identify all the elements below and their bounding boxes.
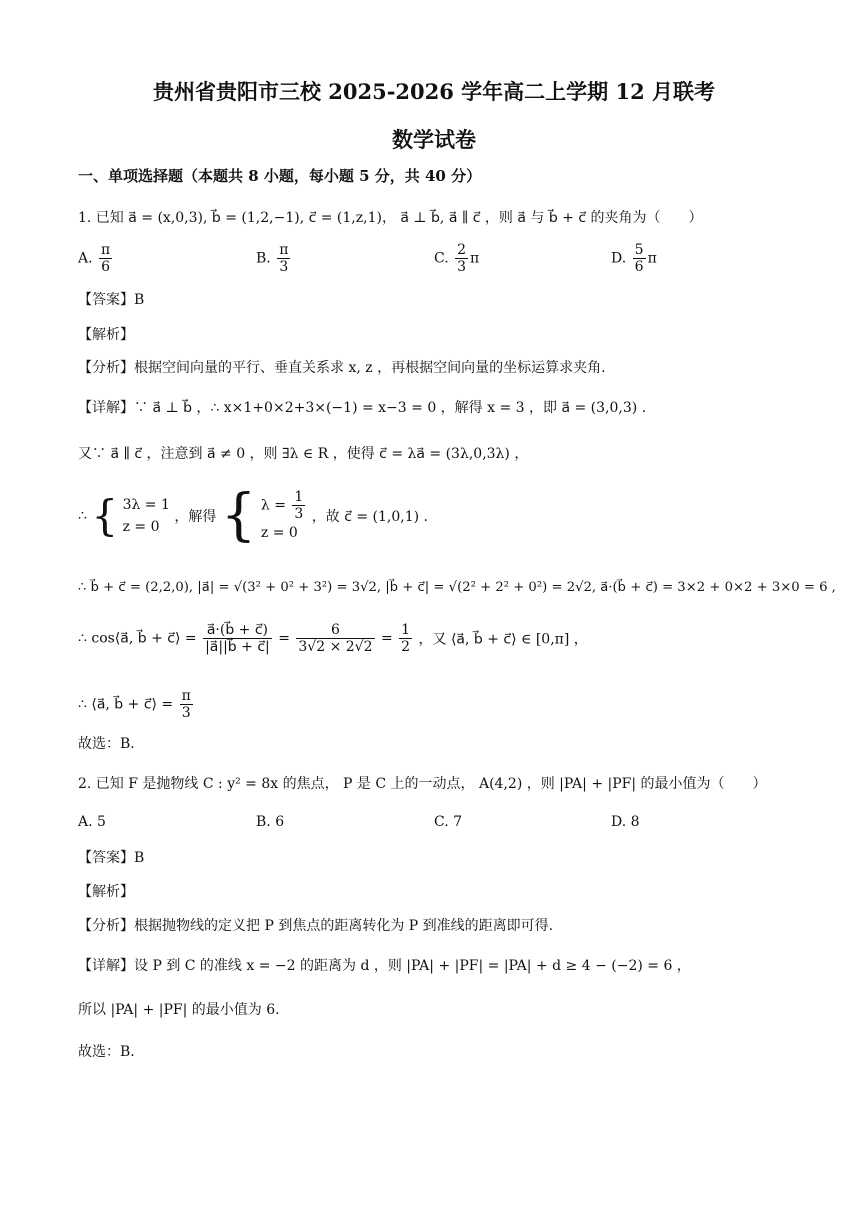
q2-detail-1: 【详解】设 P 到 C 的准线 x = −2 的距离为 d ，则 |PA| + |PF| = |PA| + d ≥ 4 − (−2) = 6 ， <box>78 958 691 974</box>
denominator: 3 <box>279 259 289 275</box>
fraction <box>180 688 193 721</box>
denominator: |a⃗||b⃗ + c⃗| <box>205 639 270 655</box>
q1-cosine-line <box>78 622 588 655</box>
q2-answer: 【答案】B <box>78 850 145 866</box>
q2-choose: 故选：B. <box>78 1044 135 1060</box>
conclusion-text: ，故 c⃗ = (1,0,1) . <box>311 509 429 525</box>
q2-analysis-heading: 【解析】 <box>78 884 134 900</box>
numerator: a⃗·(b⃗ + c⃗) <box>203 622 272 639</box>
equals-sign: = <box>380 630 393 647</box>
denominator: 6 <box>101 259 111 275</box>
angle-head: ∴ ⟨a⃗, b⃗ + c⃗⟩ = <box>78 696 174 713</box>
equation-system-2 <box>261 489 307 544</box>
equals-sign: = <box>278 630 290 647</box>
numerator: 1 <box>294 488 304 505</box>
fraction <box>399 622 412 655</box>
denominator: 3 <box>457 259 467 275</box>
section-heading: 一、单项选择题（本题共 8 小题，每小题 5 分，共 40 分） <box>78 167 482 185</box>
exam-subtitle: 数学试卷 <box>392 127 476 152</box>
numerator: 1 <box>401 622 411 638</box>
equation: z = 0 <box>122 519 160 535</box>
q1-choose: 故选：B. <box>78 736 135 752</box>
q1-angle-line <box>78 688 195 721</box>
numerator: 6 <box>296 622 374 639</box>
exam-title: 贵州省贵阳市三校 2025-2026 学年高二上学期 12 月联考 <box>152 79 716 104</box>
option-tail: π <box>470 250 480 267</box>
equation: 3λ = 1 <box>122 497 170 513</box>
therefore-symbol: ∴ <box>78 508 87 524</box>
denominator: 2 <box>401 639 411 655</box>
q1-stem: 1. 已知 a⃗ = (x,0,3), b⃗ = (1,2,−1), c⃗ = (1,z,1)， a⃗ ⊥ b⃗, a⃗ ∥ c⃗ ，则 a⃗ 与 b⃗ + c⃗ 的夹角为（ ） <box>78 210 703 226</box>
fraction <box>292 489 305 522</box>
numerator: π <box>101 242 111 258</box>
lambda-label: λ = <box>260 497 286 513</box>
denominator: 6 <box>634 259 644 275</box>
option-label: B. <box>256 250 271 267</box>
q2-option-d: D. 8 <box>611 814 640 830</box>
q1-option-d <box>611 242 657 275</box>
brace: { <box>91 491 119 540</box>
q1-answer: 【答案】B <box>78 292 145 308</box>
cos-head: ∴ cos⟨a⃗, b⃗ + c⃗⟩ = <box>78 630 197 647</box>
cos-tail: ，又 ⟨a⃗, b⃗ + c⃗⟩ ∈ [0,π] ， <box>418 631 588 648</box>
denominator: 3 <box>294 505 304 522</box>
q1-detail-2: 又∵ a⃗ ∥ c⃗ ，注意到 a⃗ ≠ 0 ，则 ∃λ ∈ R ，使得 c⃗ = λa⃗ = (3λ,0,3λ) ， <box>78 446 529 462</box>
q1-option-c <box>434 242 479 275</box>
option-label: C. <box>434 250 449 267</box>
solve-text: ，解得 <box>174 509 217 525</box>
equation: z = 0 <box>260 524 298 541</box>
option-label: A. <box>78 250 93 267</box>
q1-option-b <box>256 242 292 275</box>
fraction <box>633 242 646 275</box>
q1-option-a <box>78 242 114 275</box>
numerator: 2 <box>457 242 467 258</box>
q2-analysis: 【分析】根据抛物线的定义把 P 到焦点的距离转化为 P 到准线的距离即可得. <box>78 918 554 934</box>
q2-option-b: B. 6 <box>256 814 285 830</box>
q1-analysis-heading: 【解析】 <box>78 327 134 343</box>
q2-stem: 2. 已知 F 是抛物线 C : y² = 8x 的焦点， P 是 C 上的一动点， A(4,2) ，则 |PA| + |PF| 的最小值为（ ） <box>78 776 767 792</box>
q1-system-line <box>78 483 429 548</box>
fraction <box>99 242 112 275</box>
q1-analysis: 【分析】根据空间向量的平行、垂直关系求 x, z ，再根据空间向量的坐标运算求夹角. <box>78 360 606 376</box>
equation <box>261 489 307 522</box>
numerator: 5 <box>634 242 644 258</box>
equation-system-1 <box>123 494 170 538</box>
fraction <box>296 622 374 655</box>
option-label: D. <box>611 250 627 267</box>
numerator: π <box>279 242 289 258</box>
denominator: 3 <box>181 705 191 721</box>
brace: { <box>220 483 257 548</box>
q1-detail-1: 【详解】∵ a⃗ ⊥ b⃗ ，∴ x×1+0×2+3×(−1) = x−3 = 0 ，解得 x = 3 ，即 a⃗ = (3,0,3) . <box>78 400 647 416</box>
fraction <box>203 622 272 655</box>
q1-detail-3: ∴ b⃗ + c⃗ = (2,2,0), |a⃗| = √(3² + 0² + 3²) = 3√2, |b⃗ + c⃗| = √(2² + 2² + 0²) = 2√2, a⃗·(b⃗ + c⃗) = 3×2 + 0×2 + 3×0 = 6 , <box>78 580 836 595</box>
option-tail: π <box>647 250 657 267</box>
q2-option-a: A. 5 <box>78 814 106 830</box>
q2-detail-2: 所以 |PA| + |PF| 的最小值为 6. <box>78 1002 280 1018</box>
denominator: 3√2 × 2√2 <box>298 639 373 655</box>
numerator: π <box>181 688 191 704</box>
q2-option-c: C. 7 <box>434 814 463 830</box>
fraction <box>277 242 290 275</box>
fraction <box>455 242 468 275</box>
